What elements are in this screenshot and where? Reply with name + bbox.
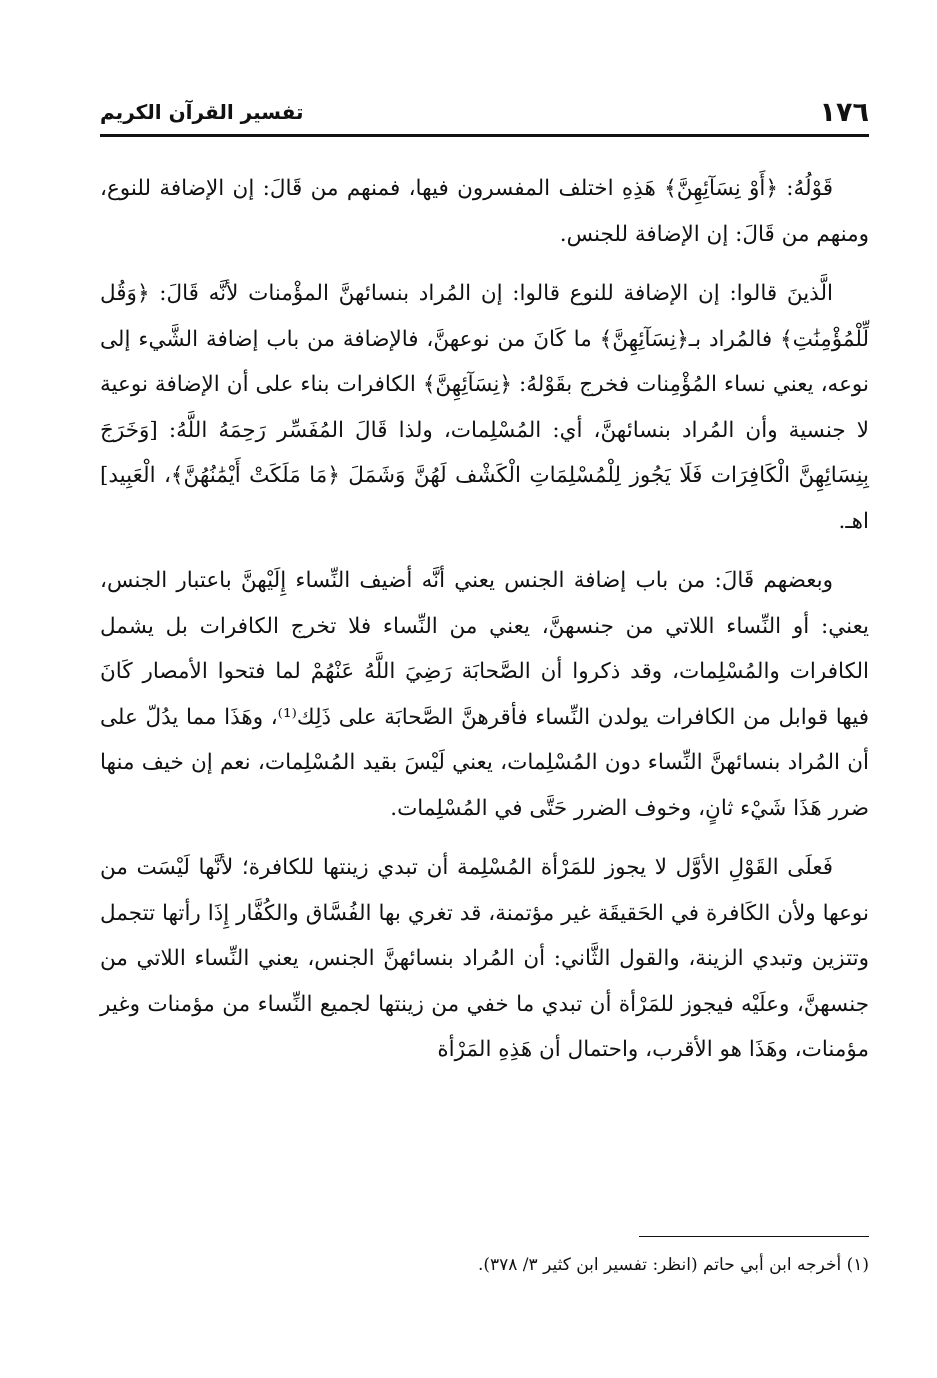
paragraph: وبعضهم قَالَ: من باب إضافة الجنس يعني أنَّه أضيف النِّساء إِلَيْهنَّ باعتبار الجنس، يعني: أو النِّساء اللاتي من جنسهنَّ، يعني من النِّساء فلا تخرج الكافرات بل يشمل الكافرات والمُسْلِمات، وقد ذكروا أن الصَّحابَة رَضِيَ اللَّهُ عَنْهُمْ لما فتحوا الأمصار كَانَ فيها قوابل من الكافرات يولدن النِّساء فأقرهنَّ الصَّحابَة على ذَلِك⁽¹⁾، وهَذَا مما يدُلّ على أن المُراد بنسائهنَّ النِّساء دون المُسْلِمات، يعني لَيْسَ بقيد المُسْلِمات، نعم إن خيف منها ضرر هَذَا شَيْء ثانٍ، وخوف الضرر حَتَّى في المُسْلِمات. [100, 568, 869, 821]
header-rule [100, 134, 869, 137]
paragraph: الَّذينَ قالوا: إن الإضافة للنوع قالوا: إن المُراد بنسائهنَّ المؤْمنات لأنَّه قَالَ: ﴿وَقُل لِّلْمُؤْمِنَٰتِ﴾ فالمُراد بـ﴿نِسَآئِهِنَّ﴾ ما كَانَ من نوعهنَّ، فالإضافة من باب إضافة الشَّيء إلى نوعه، يعني نساء المُؤْمِنات فخرج بقَوْلهُ: ﴿نِسَآئِهِنَّ﴾ الكافرات بناء على أن الإضافة نوعية لا جنسية وأن المُراد بنسائهنَّ، أي: المُسْلِمات، ولذا قَالَ المُفَسِّر رَحِمَهُ اللَّهُ: [وَخَرَجَ بِنِسَائِهِنَّ الْكَافِرَات فَلَا يَجُوز لِلْمُسْلِمَاتِ الْكَشْف لَهُنَّ وَشَمَلَ ﴿مَا مَلَكَتْ أَيْمَٰنُهُنَّ﴾، الْعَبِيد] اهـ. [100, 281, 869, 534]
footnote-rule [639, 1236, 869, 1237]
page-header [100, 92, 869, 132]
paragraph: فَعلَى القَوْلِ الأوَّل لا يجوز للمَرْأة المُسْلِمة أن تبدي زينتها للكافرة؛ لأنَّها لَيْسَت من نوعها ولأن الكَافرة في الحَقيقَة غير مؤتمنة، قد تغري بها الفُسَّاق والكُفَّار إِذَا رأتها تتجمل وتتزين وتبدي الزينة، والقول الثَّاني: أن المُراد بنسائهنَّ الجنس، يعني النِّساء اللاتي من جنسهنَّ، وعلَيْه فيجوز للمَرْأة أن تبدي ما خفي من زينتها لجميع النِّساء من مؤمنات وغير مؤمنات، وهَذَا هو الأقرب، واحتمال أن هَذِهِ المَرْأة [100, 855, 869, 1062]
running-title: تفسير القرآن الكريم [100, 100, 304, 124]
main-text [100, 166, 869, 1087]
footnote: (١) أخرجه ابن أبي حاتم (انظر: تفسير ابن كثير ٣/ ٣٧٨). [477, 1255, 869, 1275]
paragraph: قَوْلُهُ: ﴿أَوْ نِسَآئِهِنَّ﴾ هَذِهِ اختلف المفسرون فيها، فمنهم من قَالَ: إن الإضافة للنوع، ومنهم من قَالَ: إن الإضافة للجنس. [100, 176, 869, 247]
page-number: ١٧٦ [819, 96, 869, 128]
